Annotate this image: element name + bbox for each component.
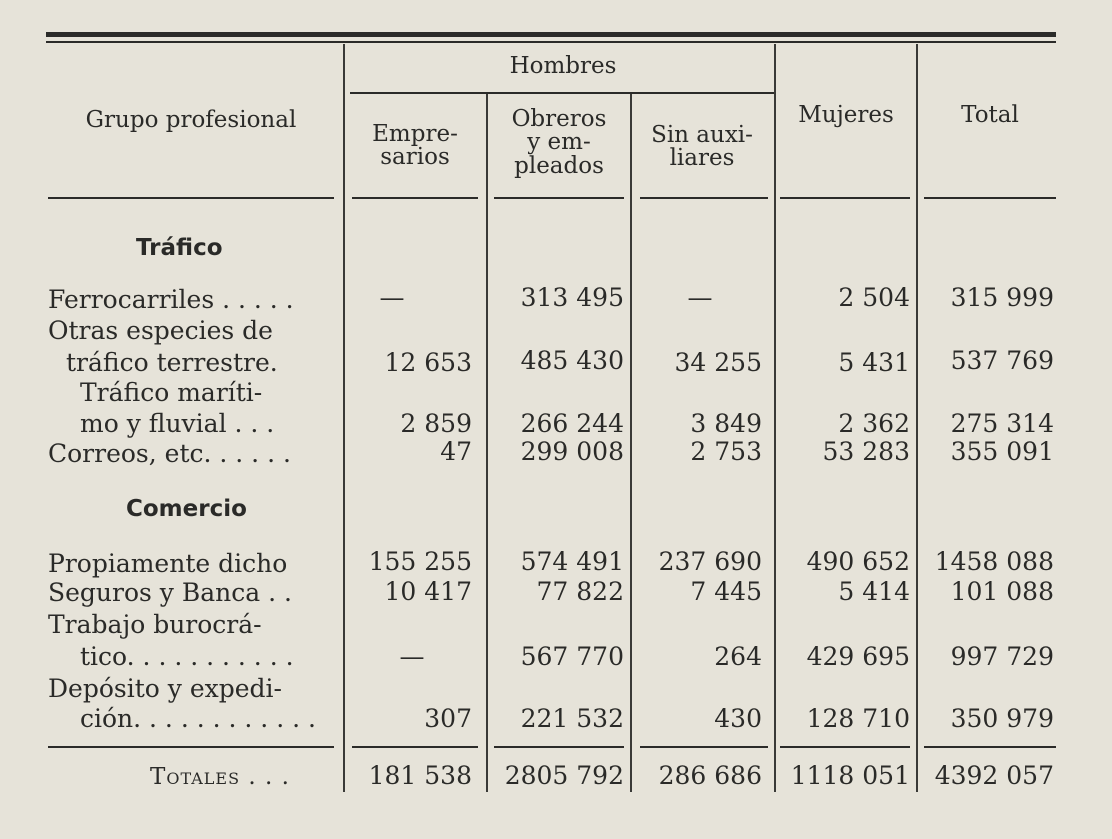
cell-obreros: 313 495 [520, 283, 624, 312]
row-label: Propiamente dicho [48, 549, 288, 578]
cell-mujeres: 2 362 [838, 409, 910, 438]
cell-total: 275 314 [950, 409, 1054, 438]
cell-empresarios: 155 255 [368, 547, 472, 576]
cell-total: 355 091 [950, 437, 1054, 466]
row-label: Tráfico maríti- [80, 378, 263, 407]
totals-rule-4 [640, 746, 768, 748]
group-header: Grupo profesional [85, 107, 297, 133]
row-label: Depósito y expedi- [48, 674, 282, 703]
cell-total: 537 769 [950, 346, 1054, 375]
top-rule-thin [46, 41, 1056, 43]
header-bottom-rule-1 [48, 197, 334, 199]
column-separator [774, 44, 776, 792]
top-rule-thick [46, 32, 1056, 37]
column-separator [486, 94, 488, 792]
cell-total: 997 729 [950, 642, 1054, 671]
cell-mujeres: 2 504 [838, 283, 910, 312]
totals-label: Totales . . . [150, 764, 290, 790]
row-label: Correos, etc. . . . . . [48, 439, 291, 468]
cell-sin-auxiliares: — [687, 283, 713, 312]
cell-obreros: 485 430 [520, 346, 624, 375]
cell-sin-auxiliares: 237 690 [658, 547, 762, 576]
totals-rule-1 [48, 746, 334, 748]
cell-mujeres: 5 431 [838, 348, 910, 377]
cell-sin-auxiliares: 264 [714, 642, 762, 671]
header-bottom-rule-5 [780, 197, 910, 199]
cell-empresarios: — [399, 642, 425, 671]
cell-empresarios: 2 859 [400, 409, 472, 438]
column-separator [916, 44, 918, 792]
cell-empresarios: 12 653 [384, 348, 472, 377]
cell-sin-auxiliares: 34 255 [674, 348, 762, 377]
cell-sin-auxiliares: 7 445 [690, 577, 762, 606]
cell-total: 1458 088 [934, 547, 1054, 576]
cell-sin-auxiliares: 430 [714, 704, 762, 733]
empresarios-header-line2: sarios [380, 144, 450, 170]
hombres-underline [350, 92, 776, 94]
section-title-comercio: Comercio [126, 496, 247, 522]
totals-rule-3 [494, 746, 624, 748]
cell-obreros: 77 822 [536, 577, 624, 606]
cell-obreros: 221 532 [520, 704, 624, 733]
section-title-trafico: Tráfico [136, 235, 223, 261]
cell-total: 350 979 [950, 704, 1054, 733]
row-label-continued: ción. . . . . . . . . . . . [80, 704, 316, 733]
cell-obreros: 266 244 [520, 409, 624, 438]
total-obreros: 2805 792 [504, 761, 624, 790]
total-header: Total [961, 102, 1019, 128]
header-bottom-rule-2 [352, 197, 478, 199]
totals-rule-6 [924, 746, 1056, 748]
header-bottom-rule-6 [924, 197, 1056, 199]
row-label: Trabajo burocrá- [48, 610, 262, 639]
cell-mujeres: 429 695 [806, 642, 910, 671]
row-label: Otras especies de [48, 316, 273, 345]
cell-sin-auxiliares: 3 849 [690, 409, 762, 438]
cell-mujeres: 5 414 [838, 577, 910, 606]
cell-empresarios: 307 [424, 704, 472, 733]
sin-auxiliares-header-line1: Sin auxi- [651, 122, 753, 148]
cell-total: 315 999 [950, 283, 1054, 312]
row-label: Ferrocarriles . . . . . [48, 285, 294, 314]
total-empresarios: 181 538 [368, 761, 472, 790]
header-bottom-rule-3 [494, 197, 624, 199]
mujeres-header: Mujeres [798, 102, 894, 128]
totals-rule-2 [352, 746, 478, 748]
obreros-header-line3: pleados [514, 153, 604, 179]
cell-total: 101 088 [950, 577, 1054, 606]
cell-empresarios: 10 417 [384, 577, 472, 606]
row-label: Seguros y Banca . . [48, 578, 292, 607]
cell-mujeres: 128 710 [806, 704, 910, 733]
cell-obreros: 574 491 [520, 547, 624, 576]
total-sin-auxiliares: 286 686 [658, 761, 762, 790]
hombres-header: Hombres [509, 53, 617, 79]
empresarios-header-line1: Empre- [372, 121, 458, 147]
totals-rule-5 [780, 746, 910, 748]
cell-sin-auxiliares: 2 753 [690, 437, 762, 466]
cell-obreros: 299 008 [520, 437, 624, 466]
row-label-continued: mo y fluvial . . . [80, 409, 275, 438]
cell-empresarios: — [379, 283, 405, 312]
column-separator [343, 44, 345, 792]
cell-mujeres: 53 283 [822, 437, 910, 466]
row-label-continued: tráfico terrestre. [66, 348, 278, 377]
column-separator [630, 94, 632, 792]
obreros-header-line1: Obreros [511, 106, 607, 132]
row-label-continued: tico. . . . . . . . . . . [80, 642, 294, 671]
cell-empresarios: 47 [440, 437, 472, 466]
header-bottom-rule-4 [640, 197, 768, 199]
sin-auxiliares-header-line2: liares [669, 145, 735, 171]
cell-mujeres: 490 652 [806, 547, 910, 576]
total-total: 4392 057 [934, 761, 1054, 790]
total-mujeres: 1118 051 [790, 761, 910, 790]
cell-obreros: 567 770 [520, 642, 624, 671]
obreros-header-line2: y em- [527, 129, 591, 155]
